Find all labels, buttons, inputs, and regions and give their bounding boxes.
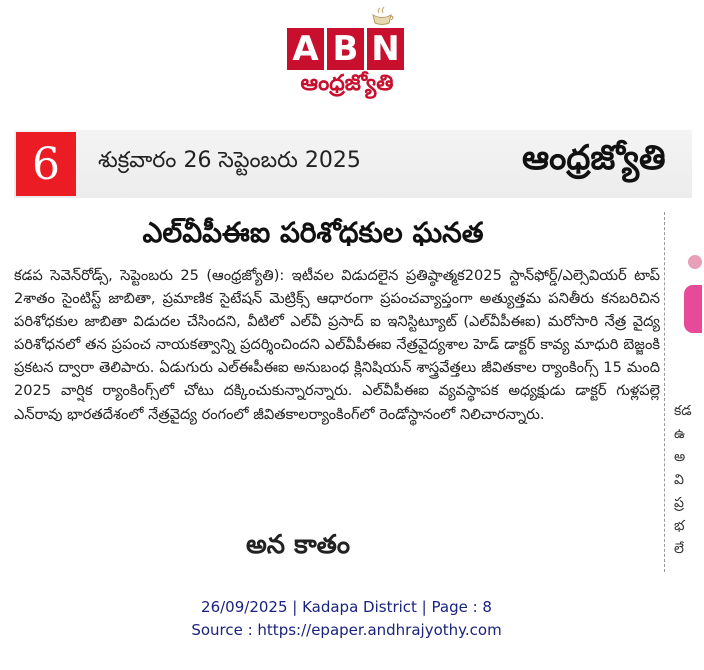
logo-letter: B bbox=[327, 28, 364, 70]
coffee-cup-icon bbox=[369, 6, 395, 26]
adjacent-column bbox=[674, 400, 704, 561]
adjacent-column-line: ఉ bbox=[674, 426, 686, 442]
source-footer bbox=[0, 596, 693, 642]
adjacent-column-line: భ bbox=[674, 518, 685, 534]
side-image-fragment bbox=[684, 285, 702, 333]
adjacent-column-line: ప్ర bbox=[674, 495, 684, 511]
edition-info: 26/09/2025 | Kadapa District | Page : 8 bbox=[201, 598, 492, 616]
side-image-fragment bbox=[688, 255, 702, 269]
adjacent-column-line: వి bbox=[674, 472, 684, 488]
abn-logo bbox=[287, 6, 407, 102]
logo-letters bbox=[287, 28, 404, 70]
logo-letter: N bbox=[367, 28, 404, 70]
issue-date: శుక్రవారం 26 సెప్టెంబరు 2025 bbox=[98, 148, 361, 173]
logo-letter: A bbox=[287, 28, 324, 70]
newspaper-masthead: ఆంధ్రజ్యోతి bbox=[522, 138, 666, 178]
article-body: కడప సెవెన్‌రోడ్స్, సెప్టెంబరు 25 (ఆంధ్రజ్యోతి): ఇటీవల విడుదలైన ప్రతిష్ఠాత్మక2025 స్టాన్‌ఫోర్డ్/ఎల్సెవియర్ టాప్ 2శాతం సైంటిస్ట్ జాబితా, ప్రమాణిక సైటేషన్ మెట్రిక్స్ ఆధారంగా ప్రపంచవ్యాప్తంగా అత్యుత్తమ పనితీరు కనబరిచిన పరిశోధకుల జాబితా విడుదల చేసిందని, వీటిలో ఎల్‌వీ ప్రసాద్ ఐ ఇనిస్టిట్యూట్ (ఎల్‌వీపీఈఐ) మరోసారి నేత్ర వైద్య పరిశోధనలో తన ప్రపంచ నాయకత్వాన్ని ప్రదర్శించిందని ఎల్‌వీపీఈఐ నేత్రవైద్యశాల హెడ్ డాక్టర్ కావ్య మాధురి బెజ్జంకి ప్రకటన ద్వారా తెలిపారు. ఏడుగురు ఎల్‌ఈపీఈఐ అనుబంధ క్లినిషియన్ శాస్త్రవేత్తలు జీవితకాల ర్యాంకింగ్స్ 15 మంది 2025 వార్షిక ర్యాంకింగ్స్‌లో చోటు దక్కించుకున్నారన్నారు. ఎల్‌వీపీఈఐ వ్యవస్థాపక అధ్యక్షుడు డాక్టర్ గుళ్లపల్లె ఎన్‌రావు భారతదేశంలో నేత్రవైద్య రంగంలో జీవితకాలర్యాంకింగ్‌లో రెండోస్థానంలో నిలిచారన్నారు. bbox=[14, 267, 660, 423]
next-article-heading: అన కాతం bbox=[246, 530, 351, 560]
column-divider bbox=[664, 212, 666, 572]
logo-subtitle: ఆంధ్రజ్యోతి bbox=[300, 71, 394, 96]
adjacent-column-line: కడ bbox=[674, 403, 692, 419]
newspaper-clipping bbox=[14, 130, 692, 572]
adjacent-column-line: అ bbox=[674, 449, 686, 465]
adjacent-column-line: లే bbox=[674, 541, 684, 557]
page-number-badge: 6 bbox=[16, 132, 76, 196]
source-link[interactable]: Source : https://epaper.andhrajyothy.com bbox=[191, 621, 502, 639]
article-headline: ఎల్‌వీపీఈఐ పరిశోధకుల ఘనత bbox=[142, 216, 484, 249]
